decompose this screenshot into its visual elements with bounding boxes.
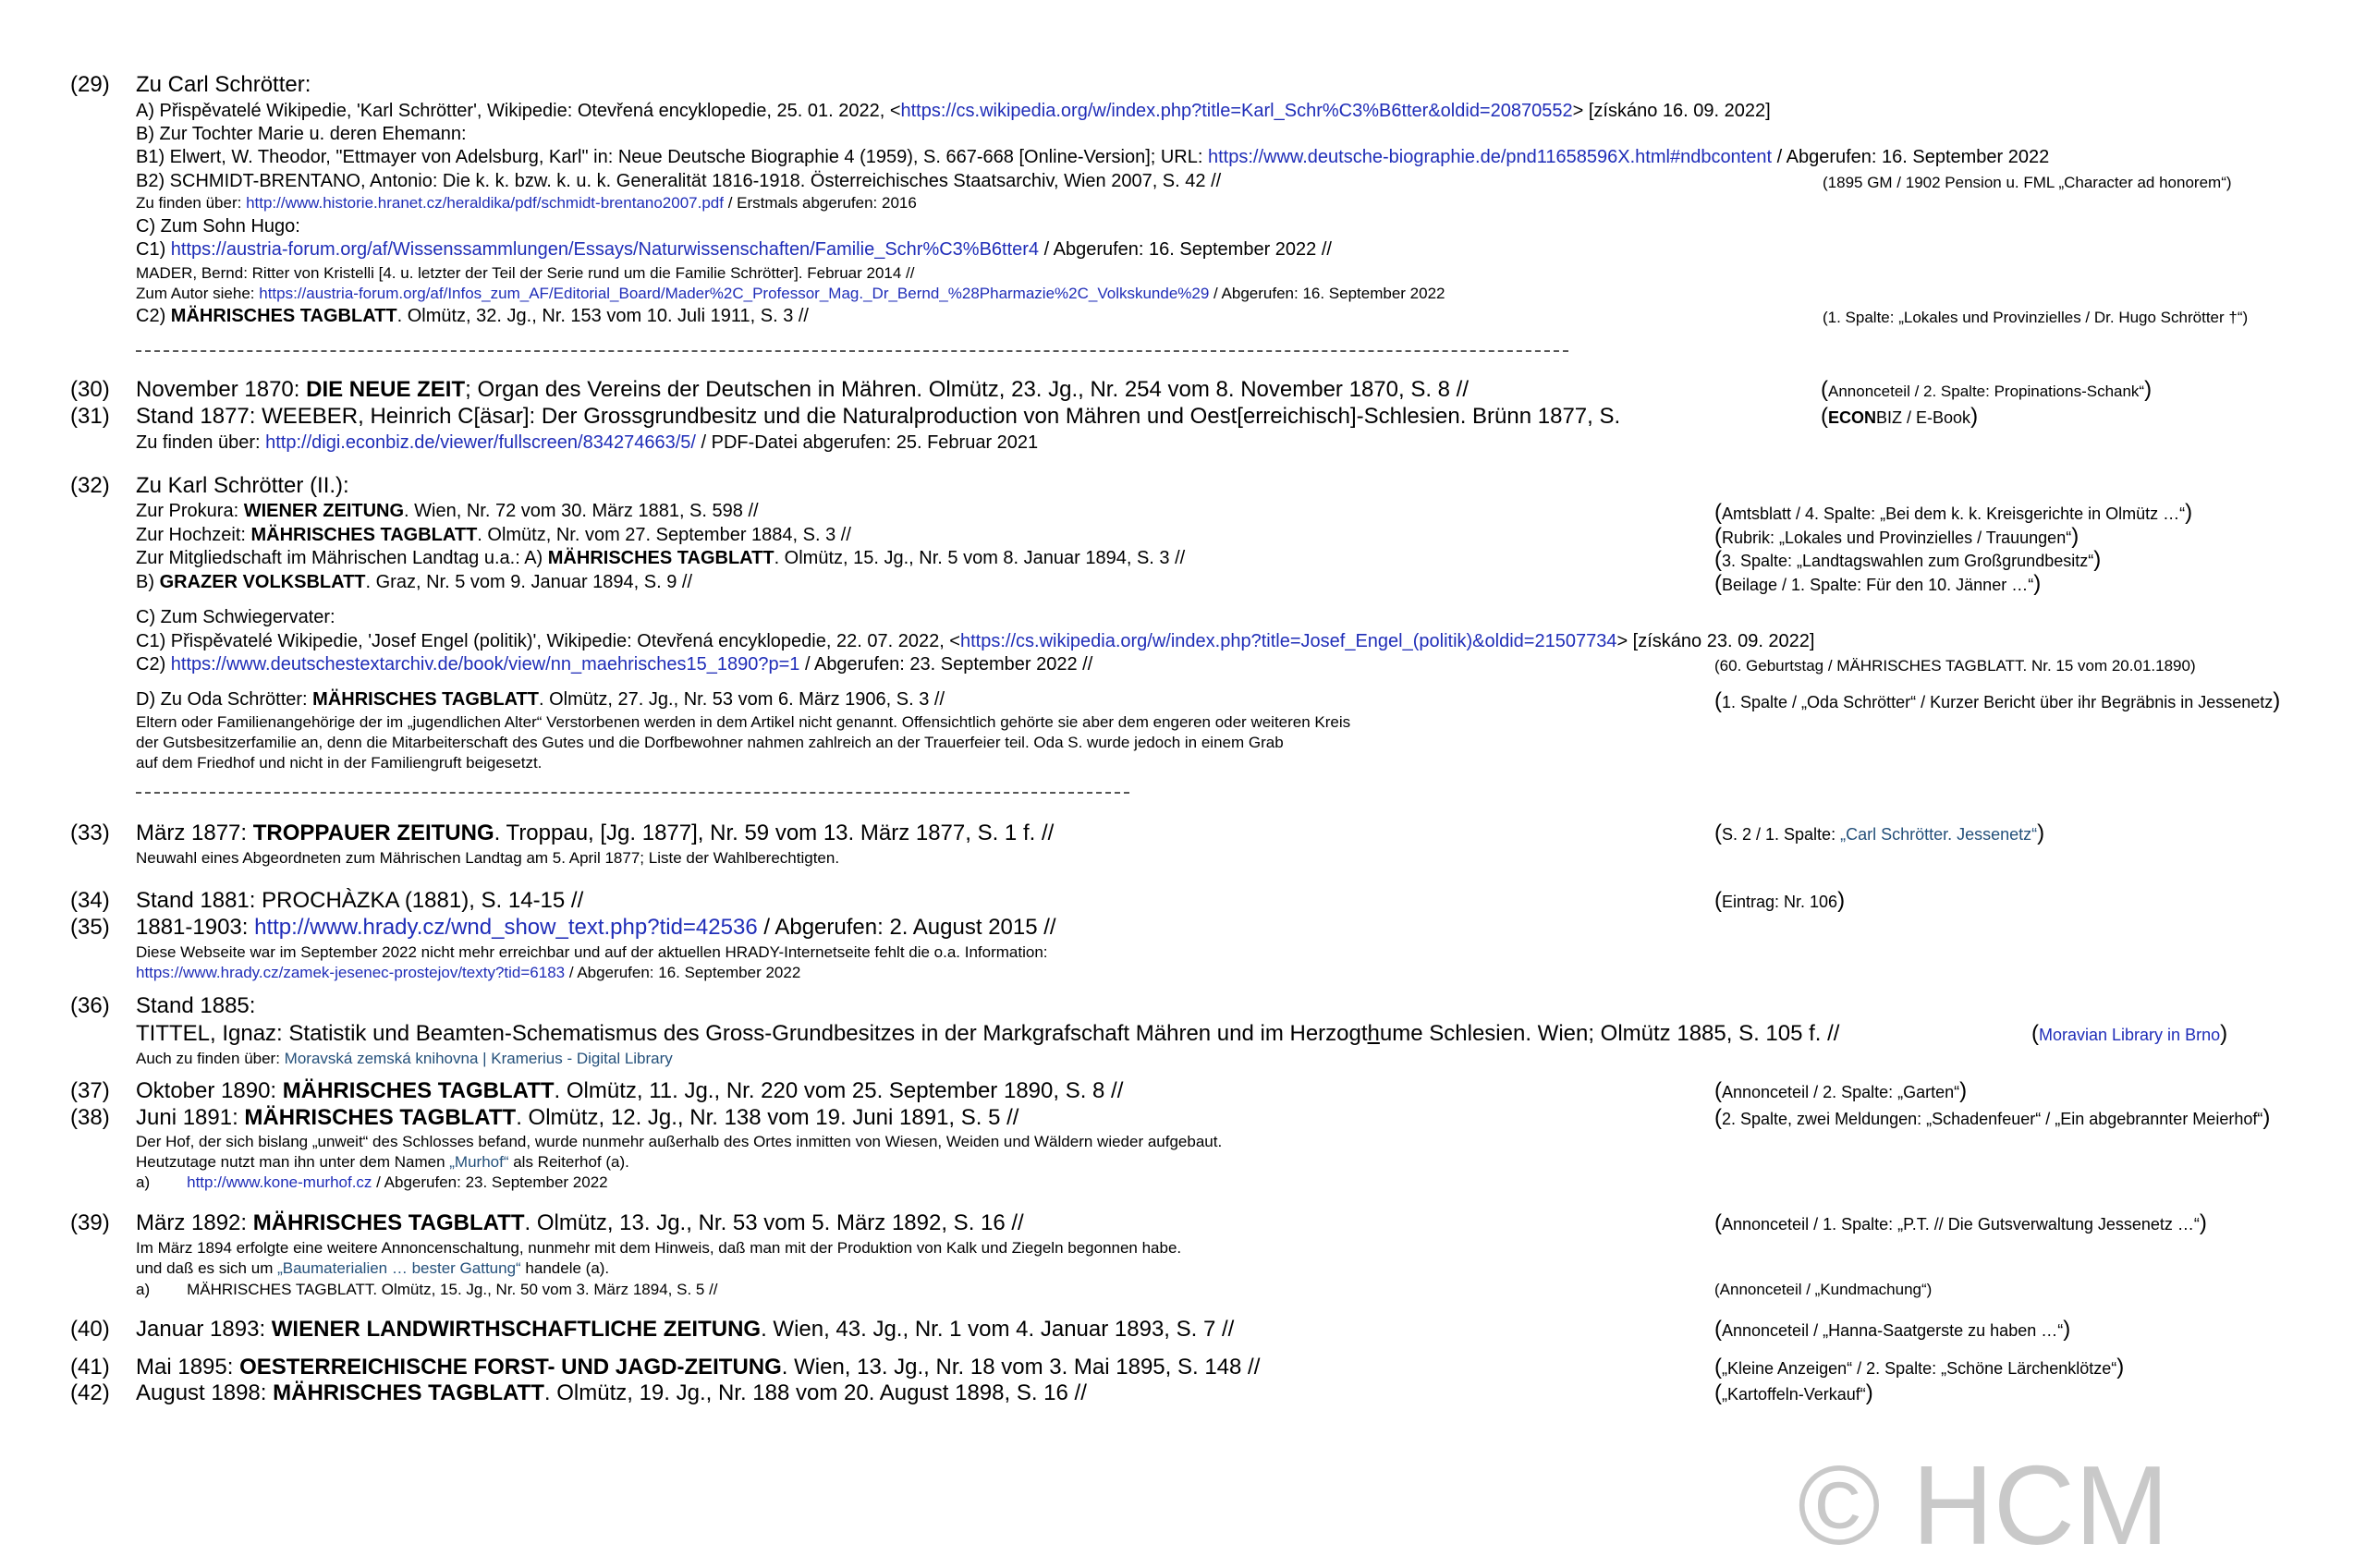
section-heading: B) Zur Tochter Marie u. deren Ehemann: [136,124,467,144]
entry-number: (39) [70,1210,110,1235]
citation-line: August 1898: MÄHRISCHES TAGBLATT. Olmütz, 19. Jg., Nr. 188 vom 20. August 1898, S. 16 // [136,1380,1087,1405]
entry-number: (38) [70,1105,110,1130]
entry-number: (36) [70,993,110,1018]
citation-line: März 1877: TROPPAUER ZEITUNG. Troppau, [Jg. 1877], Nr. 59 vom 13. März 1877, S. 1 f. // [136,820,1055,845]
note-line: auf dem Friedhof und nicht in der Familiengruft beigesetzt. [136,754,543,772]
citation-link[interactable]: http://www.historie.hranet.cz/heraldika/pdf/schmidt-brentano2007.pdf [246,194,724,212]
entry-number: (32) [70,473,110,498]
citation-link[interactable]: https://www.deutsche-biographie.de/pnd11658596X.html#ndbcontent [1207,147,1773,167]
citation-line: Stand 1881: PROCHÀZKA (1881), S. 14-15 // [136,888,584,913]
note-line: der Gutsbesitzerfamilie an, denn die Mitarbeiterschaft des Gutes und die Dorfbewohner nahmen zahlreich an der Trauerfeier teil. Oda S. wurde jedoch in einem Grab [136,734,1284,751]
entry-number: (33) [70,820,110,845]
find-line: Zu finden über: http://digi.econbiz.de/viewer/fullscreen/834274663/5/ / PDF-Datei abgerufen: 25. Februar 2021 [136,432,1039,453]
citation-remark: (Beilage / 1. Spalte: Für den 10. Jänner …“) [1714,571,2042,596]
citation-line: Januar 1893: WIENER LANDWIRTHSCHAFTLICHE ZEITUNG. Wien, 43. Jg., Nr. 1 vom 4. Januar 1893, S. 7 // [136,1317,1235,1342]
citation-link[interactable]: http://www.kone-murhof.cz [187,1173,372,1191]
citation-remark: (Annonceteil / 1. Spalte: „P.T. // Die Gutsverwaltung Jessenetz …“) [1714,1210,2207,1235]
entry-number: (29) [70,72,110,97]
citation-remark: (Annonceteil / 2. Spalte: „Garten“) [1714,1078,1968,1103]
citation-remark: (60. Geburtstag / MÄHRISCHES TAGBLATT. Nr. 15 vom 20.01.1890) [1714,657,2196,675]
citation-remark: (Annonceteil / 2. Spalte: Propinations-Schank“) [1821,377,2153,402]
citation-link[interactable]: https://cs.wikipedia.org/w/index.php?title=Karl_Schr%C3%B6tter&oldid=20870552 [900,101,1573,121]
entry-number: (40) [70,1317,110,1342]
entry-title: Stand 1885: [136,993,256,1018]
citation-remark: (ECONBIZ / E-Book) [1821,404,1979,429]
citation-line: A) Přispěvatelé Wikipedie, 'Karl Schrötter', Wikipedie: Otevřená encyklopedie, 25. 01. 2022, <https://cs.wikipedia.org/w/index.php?title=Karl_Schr%C3%B6tter&oldid=20870552> [získáno 16. 09. 2022] [136,101,1771,121]
citation-remark: (1. Spalte / „Oda Schrötter“ / Kurzer Bericht über ihr Begräbnis in Jessenetz) [1714,688,2281,713]
citation-remark: (Amtsblatt / 4. Spalte: „Bei dem k. k. Kreisgerichte in Olmütz …“) [1714,500,2193,525]
citation-link[interactable]: Moravská zemská knihovna | Kramerius - Digital Library [284,1050,673,1067]
note-line: Heutzutage nutzt man ihn unter dem Namen „Murhof“ als Reiterhof (a). [136,1153,629,1171]
note-line: Im März 1894 erfolgte eine weitere Annoncenschaltung, nunmehr mit dem Hinweis, daß man mit der Produktion von Kalk und Ziegeln begonnen habe. [136,1239,1182,1257]
citation-remark: („Kleine Anzeigen“ / 2. Spalte: „Schöne Lärchenklötze“) [1714,1355,2125,1380]
entry-number: (31) [70,404,110,429]
citation-line: B1) Elwert, W. Theodor, "Ettmayer von Adelsburg, Karl" in: Neue Deutsche Biographie 4 (1959), S. 667-668 [Online-Version]; URL: https://www.deutsche-biographie.de/pnd11658596X.html#ndbcontent / Abgerufen: 16. September 2022 [136,147,2050,167]
note-line: Zum Autor siehe: https://austria-forum.org/af/Infos_zum_AF/Editorial_Board/Mader%2C_Professor_Mag._Dr_Bernd_%28Pharmazie%2C_Volkskunde%29 / Abgerufen: 16. September 2022 [136,285,1445,302]
citation-line: C1) Přispěvatelé Wikipedie, 'Josef Engel (politik)', Wikipedie: Otevřená encyklopedie, 22. 07. 2022, <https://cs.wikipedia.org/w/index.php?title=Josef_Engel_(politik)&oldid=21507734> [získáno 23. 09. 2022] [136,631,1815,651]
citation-line: C2) MÄHRISCHES TAGBLATT. Olmütz, 32. Jg., Nr. 153 vom 10. Juli 1911, S. 3 // [136,306,809,326]
entry-title: Zu Karl Schrötter (II.): [136,473,349,498]
note-line: Der Hof, der sich bislang „unweit“ des Schlosses befand, wurde nunmehr außerhalb des Ortes inmitten von Wiesen, Weiden und Wäldern wieder aufgebaut. [136,1133,1223,1150]
citation-link[interactable]: Moravian Library in Brno [2039,1026,2221,1044]
citation-link[interactable]: https://www.deutschestextarchiv.de/book/view/nn_maehrisches15_1890?p=1 [170,654,800,675]
citation-line: D) Zu Oda Schrötter: MÄHRISCHES TAGBLATT. Olmütz, 27. Jg., Nr. 53 vom 6. März 1906, S. 3 // [136,689,945,710]
entry-number: (35) [70,915,110,940]
citation-line: Juni 1891: MÄHRISCHES TAGBLATT. Olmütz, 12. Jg., Nr. 138 vom 19. Juni 1891, S. 5 // [136,1105,1019,1130]
entry-number: (30) [70,377,110,402]
citation-line: November 1870: DIE NEUE ZEIT; Organ des Vereins der Deutschen in Mähren. Olmütz, 23. Jg., Nr. 254 vom 8. November 1870, S. 8 // [136,377,1470,402]
citation-line: Zur Prokura: WIENER ZEITUNG. Wien, Nr. 72 vom 30. März 1881, S. 598 // [136,501,759,521]
citation-remark: (1. Spalte: „Lokales und Provinzielles / Dr. Hugo Schrötter †“) [1823,309,2249,326]
citation-line: C1) https://austria-forum.org/af/Wissenssammlungen/Essays/Naturwissenschaften/Familie_Schr%C3%B6tter4 / Abgerufen: 16. September 2022 // [136,239,1332,260]
citation-link[interactable]: http://digi.econbiz.de/viewer/fullscreen/834274663/5/ [265,432,696,453]
citation-line: TITTEL, Ignaz: Statistik und Beamten-Schematismus des Gross-Grundbesitzes in der Markgrafschaft Mähren und im Herzogthume Schlesien. Wien; Olmütz 1885, S. 105 f. // [136,1021,1840,1046]
citation-link[interactable]: https://austria-forum.org/af/Infos_zum_AF/Editorial_Board/Mader%2C_Professor_Mag._Dr_Bernd_%28Pharmazie%2C_Volkskunde%29 [259,285,1210,302]
note-line: Neuwahl eines Abgeordneten zum Mährischen Landtag am 5. April 1877; Liste der Wahlberechtigten. [136,849,840,867]
citation-remark: (Rubrik: „Lokales und Provinzielles / Trauungen“) [1714,524,2079,549]
note-line: a) MÄHRISCHES TAGBLATT. Olmütz, 15. Jg., Nr. 50 vom 3. März 1894, S. 5 // [136,1281,718,1298]
entry-number: (42) [70,1380,110,1405]
entry-title: Zu Carl Schrötter: [136,72,311,97]
separator [136,350,1568,352]
citation-link[interactable]: „Carl Schrötter. Jessenetz“ [1840,825,2038,844]
entry-number: (41) [70,1355,110,1380]
citation-line: März 1892: MÄHRISCHES TAGBLATT. Olmütz, 13. Jg., Nr. 53 vom 5. März 1892, S. 16 // [136,1210,1024,1235]
citation-line: B2) SCHMIDT-BRENTANO, Antonio: Die k. k. bzw. k. u. k. Generalität 1816-1918. Österreichisches Staatsarchiv, Wien 2007, S. 42 // [136,171,1222,191]
citation-link[interactable]: https://austria-forum.org/af/Wissenssammlungen/Essays/Naturwissenschaften/Familie_Schr%C3%B6tter4 [170,239,1040,260]
note-line: a) http://www.kone-murhof.cz / Abgerufen: 23. September 2022 [136,1173,608,1191]
note-line: Diese Webseite war im September 2022 nicht mehr erreichbar und auf der aktuellen HRADY-Internetseite fehlt die o.a. Information: [136,943,1048,961]
citation-link[interactable]: https://www.hrady.cz/zamek-jesenec-prostejov/texty?tid=6183 [136,964,566,981]
citation-line: Zur Mitgliedschaft im Mährischen Landtag u.a.: A) MÄHRISCHES TAGBLATT. Olmütz, 15. Jg., Nr. 5 vom 8. Januar 1894, S. 3 // [136,548,1186,568]
citation-remark: („Kartoffeln-Verkauf“) [1714,1380,1873,1405]
note-line: MADER, Bernd: Ritter von Kristelli [4. u. letzter der Teil der Serie rund um die Familie Schrötter]. Februar 2014 // [136,264,915,282]
copyright-watermark: © HCM [1798,1442,2169,1568]
note-line: Eltern oder Familienangehörige der im „jugendlichen Alter“ Verstorbenen werden in dem Artikel nicht genannt. Offensichtlich gehörte sie aber dem engeren oder weiteren Kreis [136,713,1351,731]
citation-line: Mai 1895: OESTERREICHISCHE FORST- UND JAGD-ZEITUNG. Wien, 13. Jg., Nr. 18 vom 3. Mai 1895, S. 148 // [136,1355,1261,1380]
citation-remark: (2. Spalte, zwei Meldungen: „Schadenfeuer“ / „Ein abgebrannter Meierhof“) [1714,1105,2271,1130]
citation-remark: (1895 GM / 1902 Pension u. FML „Character ad honorem“) [1823,174,2232,191]
citation-remark: (Annonceteil / „Kundmachung“) [1714,1281,1933,1298]
note-line: Auch zu finden über: Moravská zemská knihovna | Kramerius - Digital Library [136,1050,673,1067]
citation-line: C2) https://www.deutschestextarchiv.de/book/view/nn_maehrisches15_1890?p=1 / Abgerufen: 23. September 2022 // [136,654,1093,675]
citation-remark: (S. 2 / 1. Spalte: „Carl Schrötter. Jessenetz“) [1714,820,2045,845]
section-heading: C) Zum Sohn Hugo: [136,216,300,237]
note-line: https://www.hrady.cz/zamek-jesenec-prostejov/texty?tid=6183 / Abgerufen: 16. September 2022 [136,964,801,981]
entry-number: (34) [70,888,110,913]
citation-remark: (3. Spalte: „Landtagswahlen zum Großgrundbesitz“) [1714,547,2102,572]
citation-remark: (Annonceteil / „Hanna-Saatgerste zu haben …“) [1714,1317,2071,1342]
citation-link[interactable]: http://www.hrady.cz/wnd_show_text.php?tid=42536 [254,915,758,940]
citation-remark: (Eintrag: Nr. 106) [1714,888,1846,913]
citation-line: Stand 1877: WEEBER, Heinrich C[äsar]: Der Grossgrundbesitz und die Naturalproduction von Mähren und Oest[erreichisch]-Schlesien. Brünn 1877, S. [136,404,1621,429]
citation-remark: (Moravian Library in Brno) [2031,1021,2228,1046]
section-heading: C) Zum Schwiegervater: [136,607,335,627]
citation-line: B) GRAZER VOLKSBLATT. Graz, Nr. 5 vom 9. Januar 1894, S. 9 // [136,572,693,592]
note-line: und daß es sich um „Baumaterialien … bester Gattung“ handele (a). [136,1259,610,1277]
separator [136,792,1129,794]
citation-line: 1881-1903: http://www.hrady.cz/wnd_show_text.php?tid=42536 / Abgerufen: 2. August 2015 // [136,915,1056,940]
citation-line: Oktober 1890: MÄHRISCHES TAGBLATT. Olmütz, 11. Jg., Nr. 220 vom 25. September 1890, S. 8 // [136,1078,1124,1103]
citation-link[interactable]: https://cs.wikipedia.org/w/index.php?title=Josef_Engel_(politik)&oldid=21507734 [959,631,1617,651]
note-line: Zu finden über: http://www.historie.hranet.cz/heraldika/pdf/schmidt-brentano2007.pdf / Erstmals abgerufen: 2016 [136,194,917,212]
citation-line: Zur Hochzeit: MÄHRISCHES TAGBLATT. Olmütz, Nr. vom 27. September 1884, S. 3 // [136,525,851,545]
entry-number: (37) [70,1078,110,1103]
